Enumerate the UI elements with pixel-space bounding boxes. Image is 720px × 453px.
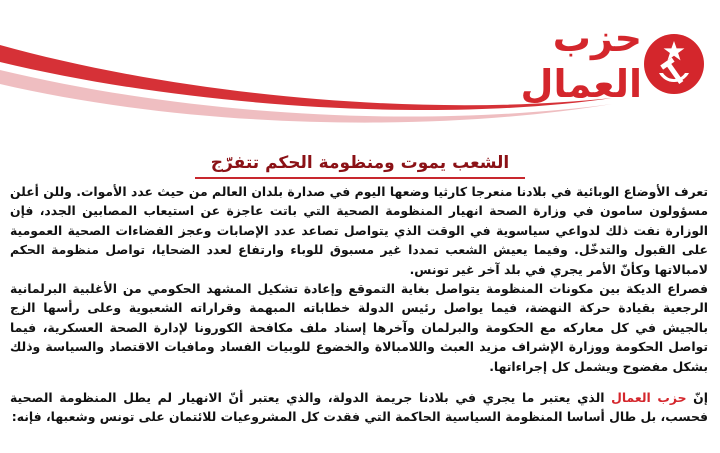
paragraph-3 — [10, 388, 708, 427]
logo-word-workers: العمال — [520, 62, 642, 106]
hammer-sickle-star-logo-icon — [643, 33, 705, 95]
document-title — [170, 151, 550, 179]
party-name-highlight: حزب العمال — [611, 390, 687, 406]
paragraph-3-lead: إنّ — [686, 390, 708, 406]
title-underline — [195, 177, 525, 179]
document-body — [10, 182, 708, 427]
logo-word-party: حزب — [552, 16, 642, 60]
paragraph-1: تعرف الأوضاع الوبائية في بلادنا منعرجا كارثيا وضعها اليوم في صدارة بلدان العالم من حيث عدد الأموات. وللن أعلن مسؤولون سامون في وزارة الصحة انهيار المنظومة الصحية التي باتت عاجزة عن استيعاب المصابين الجدد، فإن الوزارة نفت ذلك لدواعي سياسوية في الوقت الذي يتواصل تصاعد عدد الإصابات وعجز الفضاءات الصحية العمومية على القبول والتدخّل. وفيما يعيش الشعب تمددا غير مسبوق للوباء وارتفاع لعدد الضحايا، تواصل منظومة الحكم لامبالاتها وكأنّ الأمر يجري في بلد آخر غير تونس. — [10, 184, 708, 277]
header-banner — [0, 0, 720, 140]
document-title-text: الشعب يموت ومنظومة الحكم تتفرّج — [210, 153, 510, 173]
paragraph-2: فصراع الديكة بين مكونات المنظومة يتواصل بغاية التموقع وإعادة تشكيل المشهد الحكومي من الأغلبية البرلمانية الرجعية بقيادة حركة النهضة، فيما يواصل رئيس الدولة خطاباته المبهمة وقراراته الشعبوية وعلى رأسها الزج بالجيش في كل معاركه مع الحكومة والبرلمان وآخرها إسناد ملف مكافحة الكورونا لإدارة الصحة العسكرية، فيما تواصل الحكومة ووزارة الإشراف مزيد العبث واللامبالاة والخضوع للوبيات الفساد ومافيات الاقتصاد والسياسة وذلك بشكل مفضوح ويشمل كل إجراءاتها. — [10, 281, 708, 374]
paragraph-3-rest: الذي يعتبر ما يجري في بلادنا جريمة الدولة، والذي يعتبر أنّ الانهيار لم يطل المنظومة الصحية فحسب، بل طال أساسا المنظومة السياسية الحاكمة التي فقدت كل المشروعيات للائتمان على تونس وشعبها، فإنه: — [10, 390, 708, 425]
